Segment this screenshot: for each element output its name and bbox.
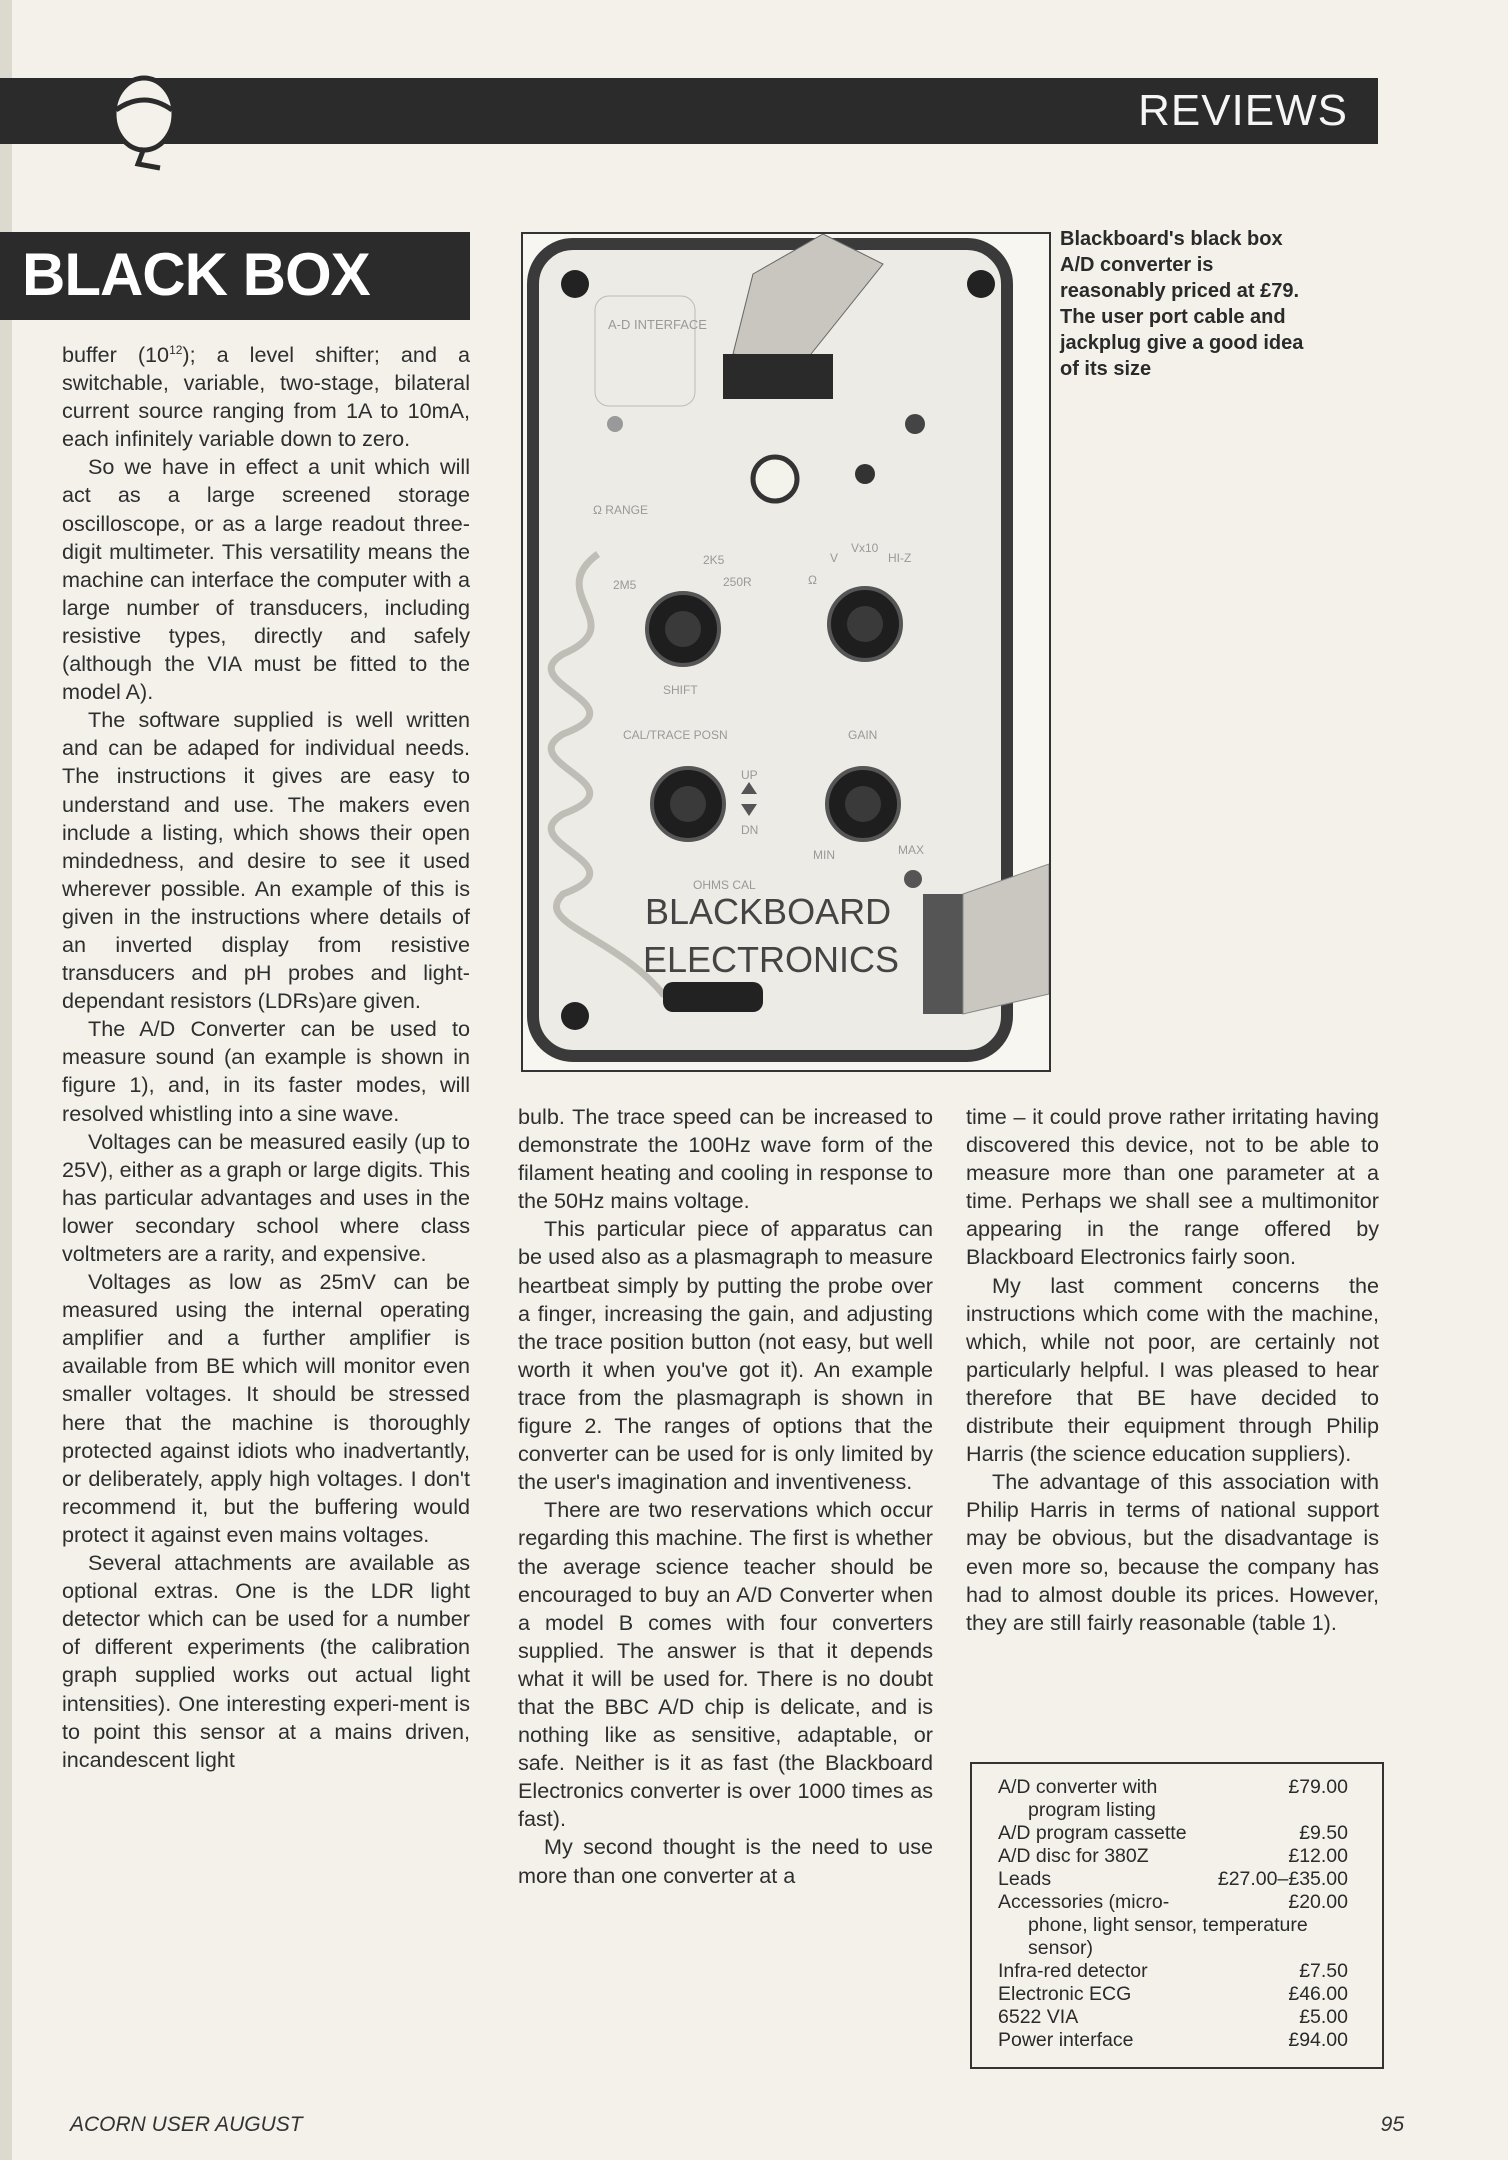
screw-icon (967, 270, 995, 298)
item-name: Infra-red detector (998, 1960, 1148, 1982)
trace-label: CAL/TRACE POSN (623, 728, 728, 742)
converter-photo-illustration (523, 234, 1049, 1070)
paragraph: time – it could prove rather irritating having discovered this device, not to be able to measure more than one parameter at a time. Perhaps we shall see a multimonitor appearing in the range offered by Blackboard Electronics fairly soon. (966, 1104, 1379, 1270)
article-title-banner (0, 232, 470, 320)
ohm-label: Ω (808, 573, 817, 587)
item-name: A/D disc for 380Z (998, 1845, 1149, 1867)
item-name: Electronic ECG (998, 1983, 1132, 2005)
item-name: Power interface (998, 2029, 1134, 2051)
volt-label: V (830, 551, 839, 565)
range-2k5-label: 2K5 (703, 553, 725, 567)
item-name: Leads (998, 1868, 1052, 1890)
article-column-2 (518, 1103, 933, 1890)
vx10-label: Vx10 (851, 541, 879, 555)
table-row (998, 1845, 1348, 1868)
magazine-footer: ACORN USER AUGUST (70, 2113, 303, 2136)
jackplug-socket (723, 354, 833, 399)
item-name-continued: phone, light sensor, temperature sensor) (1028, 1914, 1308, 1959)
product-photo (521, 232, 1051, 1072)
paragraph: Voltages can be measured easily (up to 25V), either as a graph or large digits. This has particular advantages and uses in the lower secondary school where class voltmeters are a rarity, and expensive. (62, 1128, 470, 1266)
table-row (998, 1960, 1348, 1983)
item-price: £12.00 (1288, 1845, 1348, 1867)
screw-icon (561, 1002, 589, 1030)
paragraph: bulb. The trace speed can be increased to demonstrate the 100Hz wave form of the filament heating and cooling in response to the 50Hz mains voltage. (518, 1104, 933, 1214)
item-name: 6522 VIA (998, 2006, 1079, 2028)
paragraph: Several attachments are available as optional extras. One is the LDR light detector which can be used for a number of different experiments (the calibration graph supplied works out actual light intensities). One interesting experi-ment is to point this sensor at a mains driven, incandescent light (62, 1550, 470, 1772)
gain-label: GAIN (848, 728, 878, 742)
table-row (998, 2006, 1348, 2029)
paragraph: The advantage of this association with Philip Harris in terms of national support may be obvious, but the disadvantage is even more so, because the company has had to almost double its prices. However, they are still fairly reasonable (table 1). (966, 1469, 1379, 1635)
brand-label-2: ELECTRONICS (643, 939, 900, 980)
item-name-continued: program listing (1028, 1799, 1156, 1821)
shift-label: SHIFT (663, 683, 698, 697)
item-name: A/D program cassette (998, 1822, 1187, 1844)
article-column-1 (62, 341, 470, 1774)
paragraph: My second thought is the need to use more than one converter at a (518, 1834, 933, 1888)
up-label: UP (741, 768, 758, 782)
indicator-lamp (753, 457, 797, 501)
ribbon-connector (923, 894, 963, 1014)
screw-icon (561, 270, 589, 298)
table-row (998, 1983, 1348, 2006)
item-name: A/D converter with (998, 1776, 1158, 1798)
range-2m5-label: 2M5 (613, 578, 637, 592)
page-edge (0, 0, 12, 2160)
paragraph: The software supplied is well written and can be adaped for individual needs. The instructions it gives are easy to understand and use. The makers even include a listing, which shows their open mindedness, and desire to see it used wherever possible. An example of this is given in the instructions where details of an inverted display from resistive transducers and pH probes and light-dependant resistors (LDRs)are given. (62, 707, 470, 1014)
price-table (970, 1762, 1384, 2069)
item-price: £46.00 (1288, 1983, 1348, 2005)
item-price: £5.00 (1299, 2006, 1348, 2028)
item-price: £9.50 (1299, 1822, 1348, 1844)
paragraph: The A/D Converter can be used to measure sound (an example is shown in figure 1), and, in its faster modes, will resolved whistling into a sine wave. (62, 1016, 470, 1126)
table-row (998, 1891, 1348, 1914)
paragraph: Voltages as low as 25mV can be measured using the internal operating amplifier and a further amplifier is available from BE which will monitor even smaller voltages. It should be stressed here that the machine is thoroughly protected against idiots who inadvertantly, or deliberately, apply high voltages. I don't recommend it, but the buffering would protect it against even mains voltages. (62, 1269, 470, 1547)
item-name: Accessories (micro- (998, 1891, 1170, 1913)
interface-label: A-D INTERFACE (608, 317, 707, 332)
table-row (998, 1868, 1348, 1891)
item-price: £27.00–£35.00 (1217, 1868, 1348, 1890)
table-row (998, 1776, 1348, 1799)
item-price: £20.00 (1288, 1891, 1348, 1913)
paragraph: My last comment concerns the instructions which come with the machine, which, while not poor, are certainly not particularly helpful. I was pleased to hear therefore that BE have decided to distribute their equipment through Philip Harris (the science education suppliers). (966, 1272, 1379, 1467)
item-price: £79.00 (1288, 1776, 1348, 1798)
down-label: DN (741, 823, 759, 837)
table-row (998, 2029, 1348, 2052)
section-title: REVIEWS (1138, 86, 1348, 135)
section-header-bar (0, 78, 1378, 144)
range-250r-label: 250R (723, 575, 752, 589)
min-label: MIN (813, 848, 835, 862)
max-label: MAX (898, 843, 925, 857)
paragraph: This particular piece of apparatus can be used also as a plasmagraph to measure heartbeat simply by putting the probe over a finger, increasing the gain, and adjusting the trace position button (not easy, but well worth it when you've got it). An example trace from the plasmagraph is shown in figure 2. The ranges of options that the converter can be used for is only limited by the user's imagination and inventiveness. (518, 1216, 933, 1495)
item-price: £7.50 (1299, 1960, 1348, 1982)
item-price: £94.00 (1288, 2029, 1348, 2051)
paragraph: buffer $(10^{12})$; a level shifter; and a switchable, variable, two-stage, bilateral current source ranging from 1A to 10mA, each infinitely variable down to zero. (62, 342, 470, 452)
hiz-label: HI-Z (888, 551, 912, 565)
acorn-logo-icon (104, 60, 184, 172)
article-title: BLACK BOX (22, 241, 370, 308)
table-row (998, 1822, 1348, 1845)
article-column-3 (966, 1103, 1379, 1637)
ohms-cal-label: OHMS CAL (693, 878, 756, 892)
photo-caption: Blackboard's black box A/D converter is reasonably priced at £79. The user port cable and jackplug give a good idea of its size (1060, 228, 1304, 380)
paragraph: So we have in effect a unit which will act as a large screened storage oscilloscope, or as a large readout three-digit multimeter. This versatility means the machine can interface the computer with a large number of transducers, including resistive types, directly and safely (although the VIA must be fitted to the model A). (62, 454, 470, 705)
paragraph: There are two reservations which occur regarding this machine. The first is whether the average science teacher should be encouraged to buy an A/D Converter when a model B comes with four converters supplied. The answer is that it depends what it will be used for. There is no doubt that the BBC A/D chip is delicate, and is nothing like as sensitive, adaptable, or safe. Neither is it as fast (the Blackboard Electronics converter is over 1000 times as fast). (518, 1497, 933, 1832)
page-number: 95 (1380, 2113, 1404, 2136)
probe-plug (663, 982, 763, 1012)
range-label: Ω RANGE (593, 503, 648, 517)
brand-label-1: BLACKBOARD (645, 891, 892, 932)
